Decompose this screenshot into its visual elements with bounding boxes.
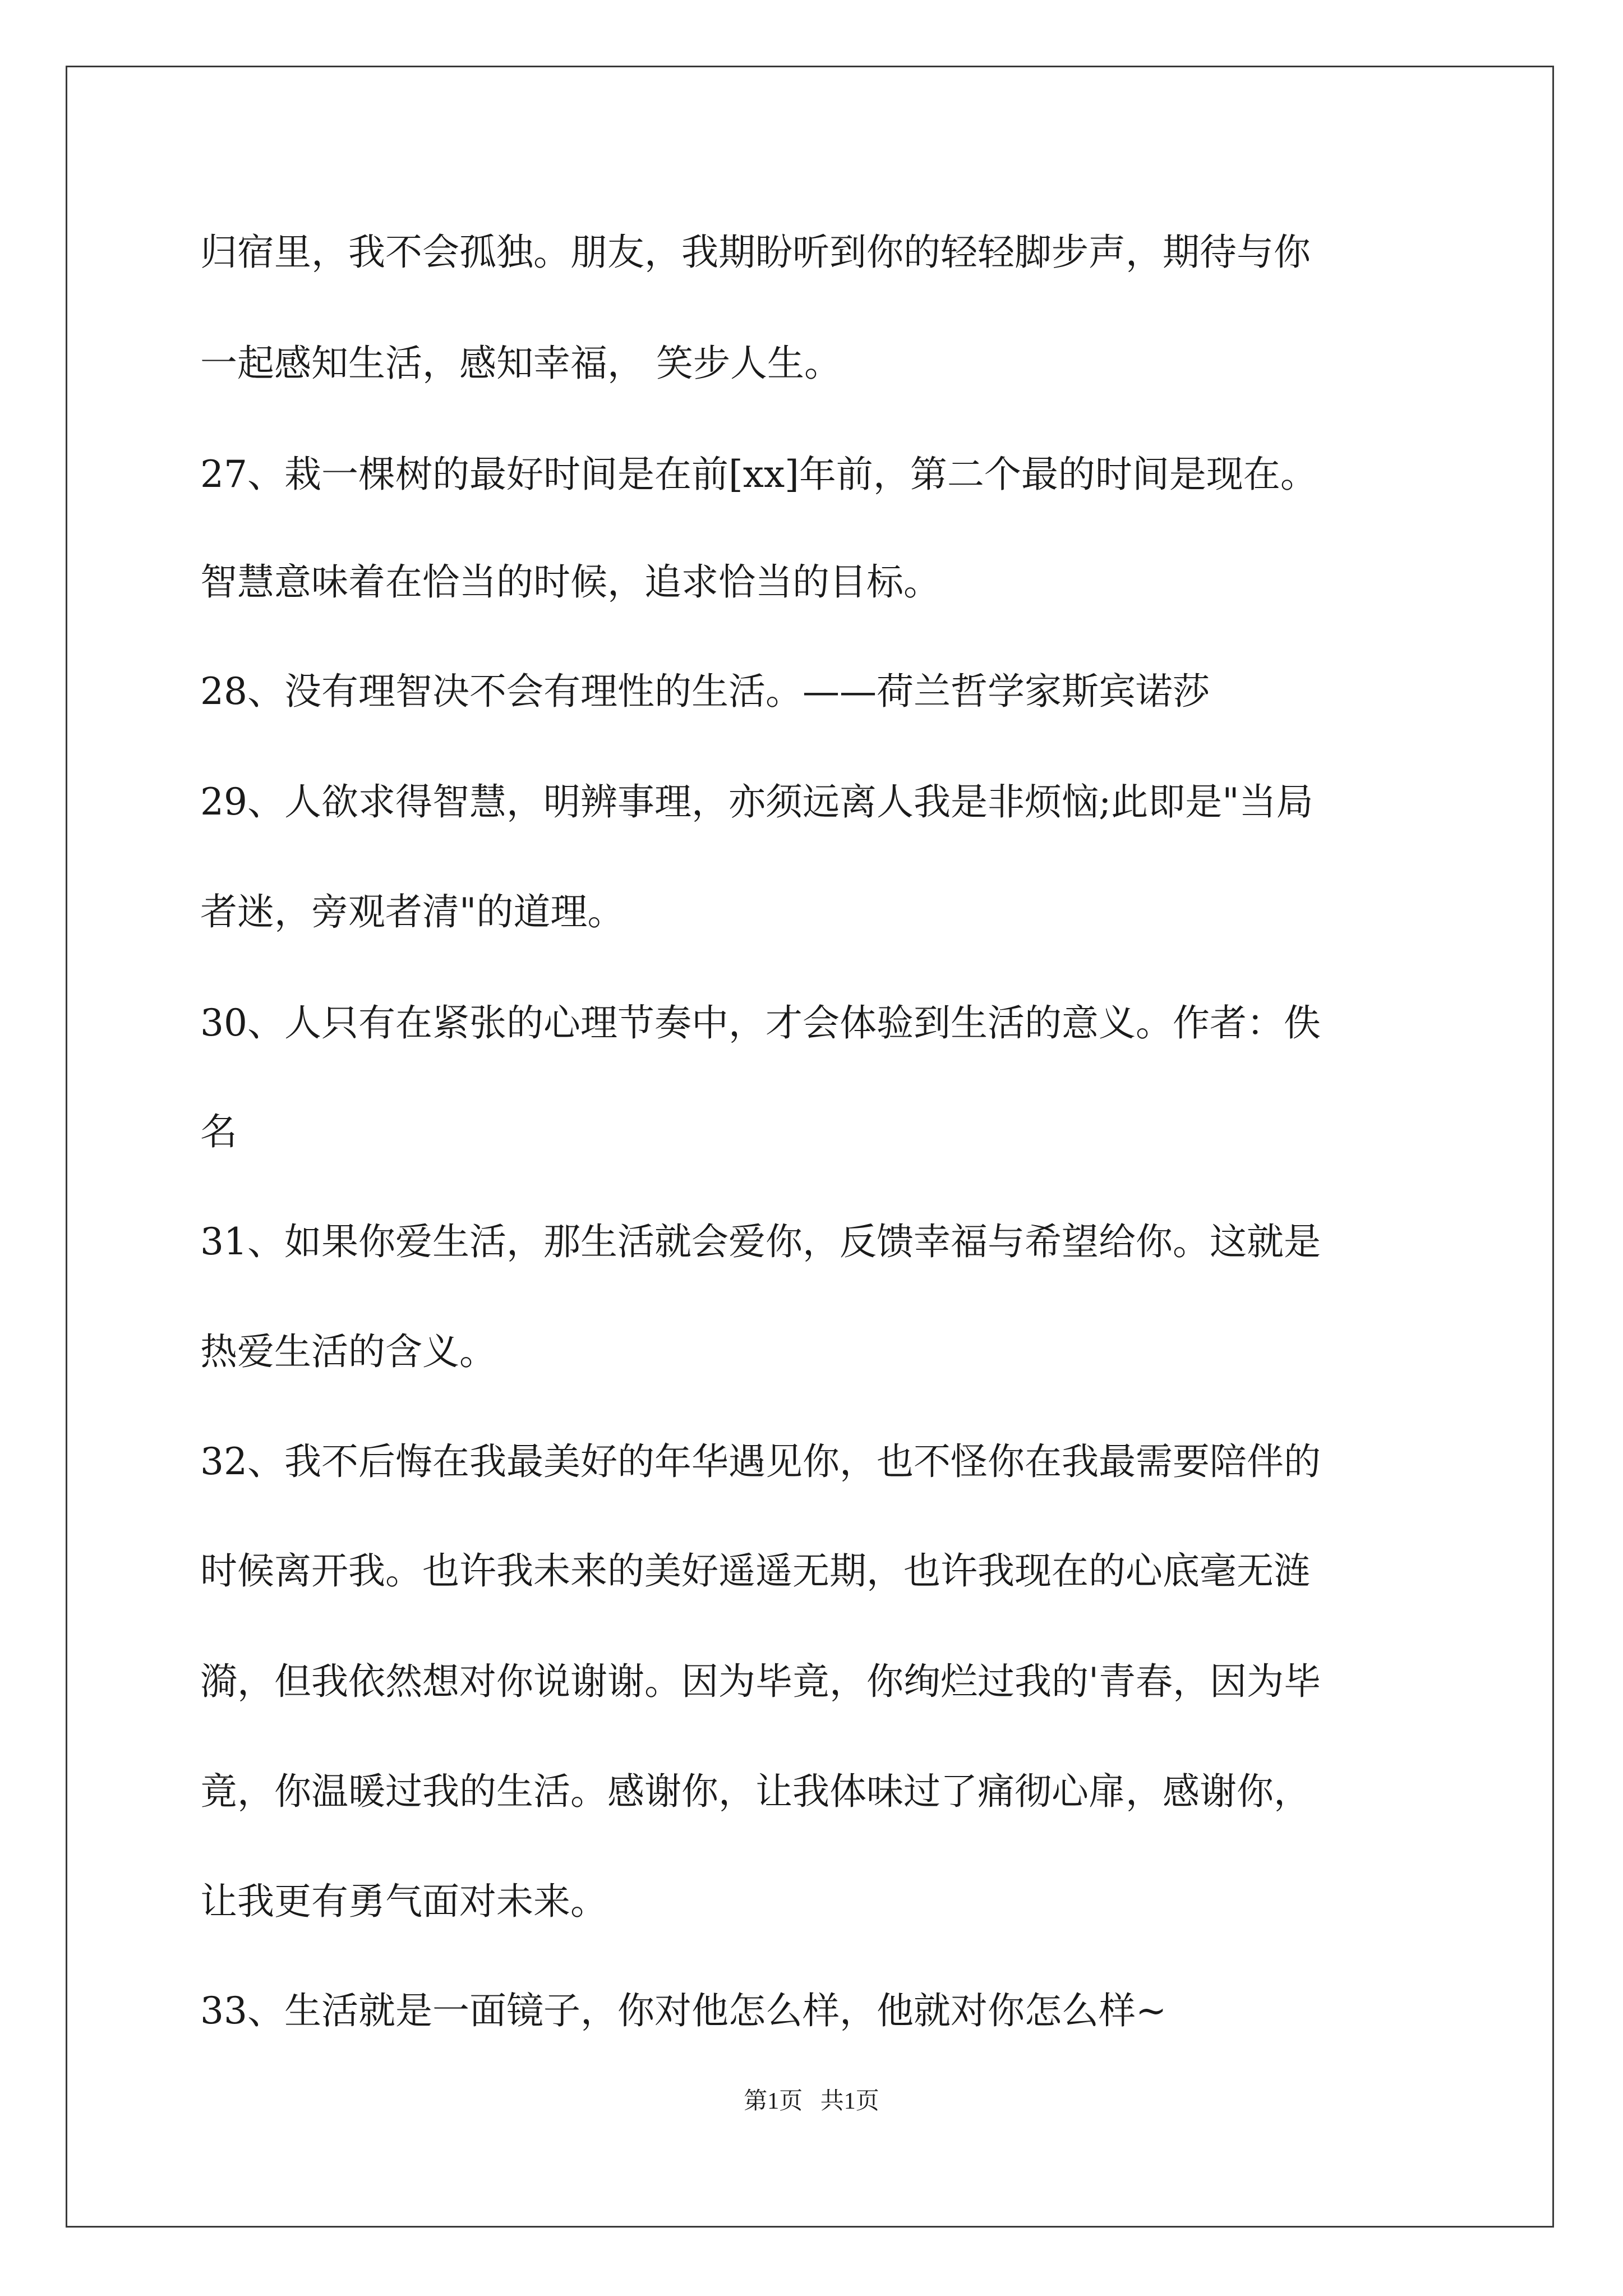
- text-line: 31、如果你爱生活，那生活就会爱你，反馈幸福与希望给你。这就是: [200, 1220, 1321, 1263]
- text-line: 漪，但我依然想对你说谢谢。因为毕竟，你绚烂过我的'青春，因为毕: [200, 1660, 1321, 1703]
- text-line: 时候离开我。也许我未来的美好遥遥无期，也许我现在的心底毫无涟: [200, 1549, 1311, 1593]
- text-line: 29、人欲求得智慧，明辨事理，亦须远离人我是非烦恼;此即是"当局: [200, 780, 1313, 823]
- text-line: 智慧意味着在恰当的时候，追求恰当的目标。: [200, 560, 940, 604]
- total-pages: 共1页: [820, 2088, 879, 2114]
- text-line: 30、人只有在紧张的心理节奏中，才会体验到生活的意义。作者：佚: [200, 1001, 1321, 1045]
- text-line: 归宿里，我不会孤独。朋友，我期盼听到你的轻轻脚步声，期待与你: [200, 231, 1311, 274]
- page-footer: [0, 2086, 1623, 2117]
- text-line: 28、没有理智决不会有理性的生活。——荷兰哲学家斯宾诺莎: [200, 670, 1210, 713]
- text-line: 者迷，旁观者清"的道理。: [200, 890, 625, 933]
- text-line: 热爱生活的含义。: [200, 1330, 496, 1373]
- text-line: 27、栽一棵树的最好时间是在前[xx]年前，第二个最的时间是现在。: [200, 453, 1317, 496]
- text-line: 33、生活就是一面镜子，你对他怎么样，他就对你怎么样~: [200, 1989, 1167, 2032]
- text-line: 一起感知生活，感知幸福， 笑步人生。: [200, 342, 841, 385]
- page-number: 第1页: [744, 2088, 803, 2114]
- text-line: 让我更有勇气面对未来。: [200, 1880, 607, 1923]
- text-line: 32、我不后悔在我最美好的年华遇见你，也不怪你在我最需要陪伴的: [200, 1440, 1321, 1483]
- text-line: 名: [200, 1110, 237, 1153]
- text-line: 竟，你温暖过我的生活。感谢你，让我体味过了痛彻心扉，感谢你，: [200, 1770, 1311, 1813]
